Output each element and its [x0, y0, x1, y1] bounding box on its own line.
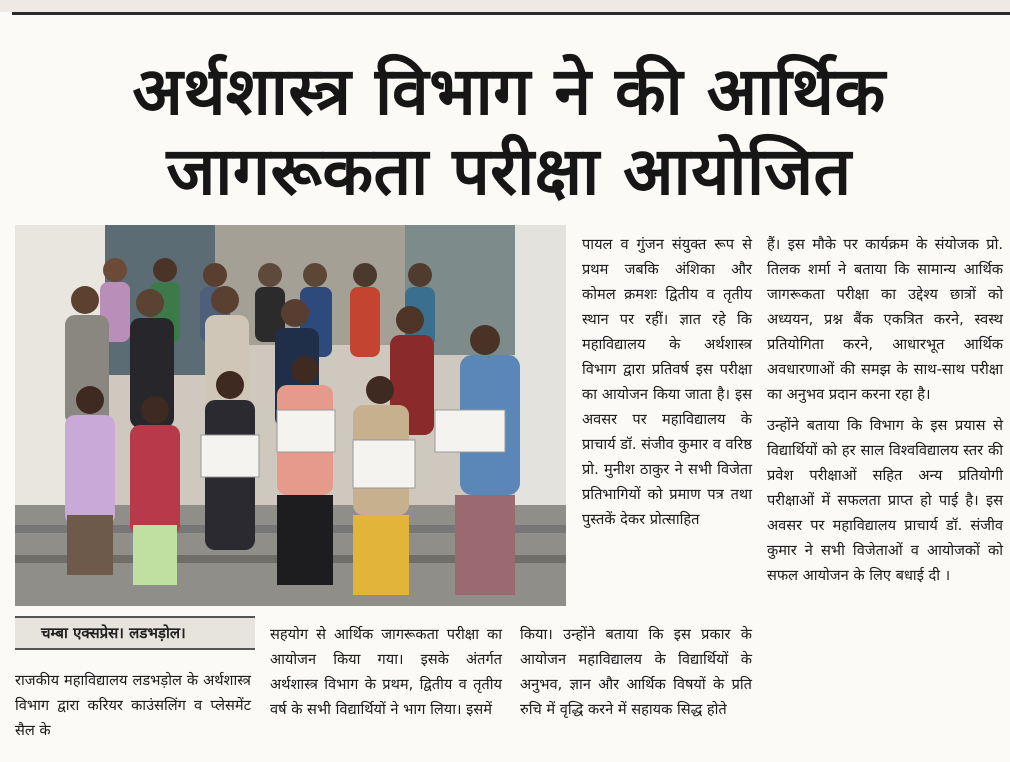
headline-line-2: जागरूकता परीक्षा आयोजित [166, 133, 852, 210]
article-text-column-2: सहयोग से आर्थिक जागरूकता परीक्षा का आयोजन किया गया। इसके अंतर्गत अर्थशास्त्र विभाग के प्रथम, द्वितीय व तृतीय वर्ष के सभी विद्यार्थियों ने भाग लिया। इसमें [270, 626, 502, 718]
top-rule [12, 12, 1010, 15]
article-text-column-3-top: पायल व गुंजन संयुक्त रूप से प्रथम जबकि अंशिका और कोमल क्रमशः द्वितीय व तृतीय स्थान पर रहीं। ज्ञात रहे कि महाविद्यालय के अर्थशास्त्र विभाग द्वारा प्रतिवर्ष इस परीक्षा का आयोजन किया जाता है। इस अवसर पर महाविद्यालय के प्राचार्य डॉ. संजीव कुमार व वरिष्ठ प्रो. मुनीश ठाकुर ने सभी विजेता प्रतिभागियों को प्रमाण पत्र तथा पुस्तकें देकर प्रोत्साहित [582, 236, 752, 528]
article-column-1 [15, 668, 251, 743]
dateline: चम्बा एक्सप्रेस। लडभड़ोल। [15, 616, 255, 650]
article-text-column-4-paragraph-2: उन्होंने बताया कि विभाग के इस प्रयास से विद्यार्थियों को हर साल विश्वविद्यालय स्तर की प्रवेश परीक्षाओं सहित अन्य प्रतियोगी परीक्षाओं में सफलता प्राप्त हो पाई है। इस अवसर पर महाविद्यालय प्राचार्य डॉ. संजीव कुमार ने सभी विजेताओं व आयोजकों को सफल आयोजन के लिए बधाई दी । [767, 417, 1003, 584]
article-text-column-1: राजकीय महाविद्यालय लडभड़ोल के अर्थशास्त्र विभाग द्वारा करियर काउंसलिंग व प्लेसमेंट सैल के [15, 672, 251, 739]
group-photo [15, 225, 566, 606]
article-column-4 [767, 232, 1003, 588]
headline-line-1: अर्थशास्त्र विभाग ने की आर्थिक [132, 53, 886, 130]
article-text-column-3-bottom: किया। उन्होंने बताया कि इस प्रकार के आयोजन महाविद्यालय के विद्यार्थियों के अनुभव, ज्ञान और आर्थिक विषयों के प्रति रुचि में वृद्धि करने में सहायक सिद्ध होते [520, 626, 752, 718]
page-top-strip [0, 0, 1010, 12]
article-column-3-top [582, 232, 752, 532]
group-photo-illustration [15, 225, 566, 606]
article-column-3-bottom [520, 622, 752, 722]
article-column-2 [270, 622, 502, 722]
article-text-column-4-paragraph-1: हैं। इस मौके पर कार्यक्रम के संयोजक प्रो. तिलक शर्मा ने बताया कि सामान्य आर्थिक जागरूकता परीक्षा का उद्देश्य छात्रों को अध्ययन, प्रश्न बैंक एकत्रित करने, स्वस्थ प्रतियोगिता करने, आधारभूत आर्थिक अवधारणाओं की समझ के साथ-साथ परीक्षा का अनुभव प्रदान करना रहा है। [767, 236, 1003, 403]
headline [14, 52, 1004, 212]
